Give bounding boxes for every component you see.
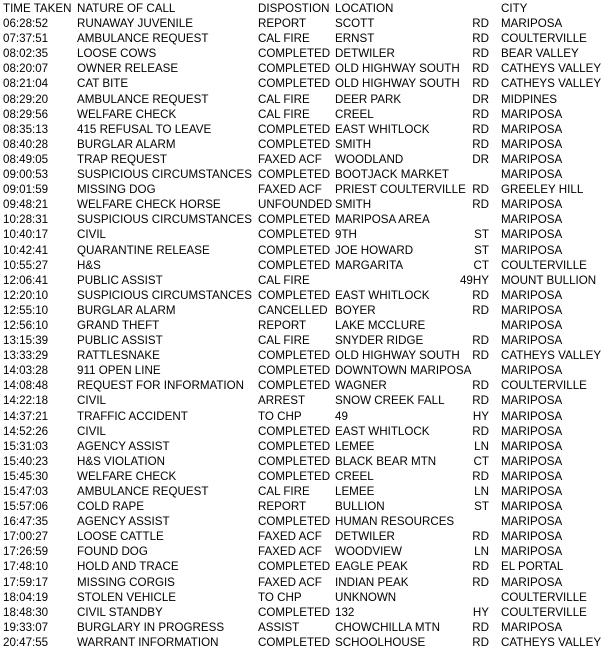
cell-time: 15:57:06 — [3, 500, 49, 514]
cell-nature-of-call: CIVIL — [77, 394, 106, 408]
cell-street-suffix: RD — [472, 198, 489, 212]
cell-city: MARIPOSA — [501, 17, 563, 31]
cell-time: 19:33:07 — [3, 620, 49, 634]
cell-time: 15:31:03 — [3, 439, 49, 453]
cell-street-suffix: ST — [474, 228, 489, 242]
header-location: LOCATION — [335, 2, 394, 15]
cell-city: CATHEYS VALLEY — [501, 77, 602, 91]
cell-city: MARIPOSA — [501, 439, 563, 453]
cell-city: CATHEYS VALLEY — [501, 635, 602, 649]
cell-nature-of-call: BURGLARY IN PROGRESS — [77, 620, 225, 634]
table-row — [0, 575, 614, 590]
cell-time: 08:29:56 — [3, 107, 49, 121]
cell-street-suffix: RD — [472, 47, 489, 61]
cell-disposition: CAL FIRE — [258, 32, 310, 46]
cell-city: MARIPOSA — [501, 334, 563, 348]
table-row — [0, 16, 614, 31]
cell-location: EAST WHITLOCK — [335, 288, 430, 302]
table-row — [0, 31, 614, 46]
cell-nature-of-call: TRAFFIC ACCIDENT — [77, 409, 188, 423]
cell-street-suffix: LN — [474, 545, 489, 559]
cell-location: SNYDER RIDGE — [335, 334, 424, 348]
cell-location: SNOW CREEK FALL — [335, 394, 445, 408]
cell-nature-of-call: AMBULANCE REQUEST — [77, 485, 209, 498]
cell-city: MARIPOSA — [501, 530, 563, 544]
cell-location: CREEL — [335, 469, 374, 483]
cell-street-suffix: HY — [472, 605, 489, 619]
cell-location: LEMEE — [335, 485, 375, 498]
cell-time: 15:45:30 — [3, 469, 49, 483]
cell-nature-of-call: RUNAWAY JUVENILE — [77, 17, 193, 31]
cell-disposition: COMPLETED — [258, 77, 331, 91]
cell-time: 14:08:48 — [3, 379, 49, 393]
cell-time: 14:52:26 — [3, 424, 49, 438]
cell-disposition: CAL FIRE — [258, 334, 310, 348]
cell-nature-of-call: GRAND THEFT — [77, 318, 160, 332]
cell-nature-of-call: BURGLAR ALARM — [77, 137, 176, 151]
table-row — [0, 303, 614, 318]
table-row — [0, 46, 614, 61]
cell-nature-of-call: OWNER RELEASE — [77, 62, 179, 76]
table-row — [0, 409, 614, 424]
table-row — [0, 137, 614, 152]
table-row — [0, 454, 614, 469]
cell-disposition: UNFOUNDED — [258, 198, 333, 212]
cell-city: MARIPOSA — [501, 213, 563, 227]
cell-nature-of-call: LOOSE COWS — [77, 47, 157, 61]
table-row — [0, 122, 614, 137]
cell-disposition: FAXED ACF — [258, 183, 322, 197]
table-row — [0, 61, 614, 76]
header-time-taken: TIME TAKEN — [3, 2, 72, 15]
cell-location: LAKE MCCLURE — [335, 318, 426, 332]
cell-time: 10:42:41 — [3, 243, 49, 257]
cell-time: 16:47:35 — [3, 515, 49, 529]
cell-time: 15:47:03 — [3, 485, 49, 498]
cell-time: 13:33:29 — [3, 349, 49, 363]
cell-location: SCHOOLHOUSE — [335, 635, 426, 649]
cell-location: DETWILER — [335, 47, 395, 61]
cell-disposition: COMPLETED — [258, 137, 331, 151]
cell-disposition: FAXED ACF — [258, 575, 322, 589]
table-row — [0, 469, 614, 484]
cell-city: MARIPOSA — [501, 198, 563, 212]
cell-city: COULTERVILLE — [501, 32, 587, 46]
cell-location: EAST WHITLOCK — [335, 424, 430, 438]
cell-location: UNKNOWN — [335, 590, 397, 604]
cell-location: BOOTJACK MARKET — [335, 168, 450, 182]
cell-nature-of-call: 415 REFUSAL TO LEAVE — [77, 122, 212, 136]
table-row — [0, 378, 614, 393]
table-row — [0, 273, 614, 288]
cell-city: MARIPOSA — [501, 228, 563, 242]
cell-disposition: CAL FIRE — [258, 107, 310, 121]
cell-street-suffix: RD — [472, 17, 489, 31]
table-row — [0, 363, 614, 378]
cell-street-suffix: RD — [472, 530, 489, 544]
table-row — [0, 212, 614, 227]
cell-street-suffix: RD — [472, 303, 489, 317]
header-city: CITY — [501, 2, 528, 15]
table-row — [0, 484, 614, 499]
cell-nature-of-call: H&S VIOLATION — [77, 454, 166, 468]
table-row — [0, 76, 614, 91]
table-row — [0, 544, 614, 559]
cell-time: 07:37:51 — [3, 32, 49, 46]
cell-street-suffix: RD — [472, 469, 489, 483]
cell-location: WOODVIEW — [335, 545, 402, 559]
cell-nature-of-call: BURGLAR ALARM — [77, 303, 176, 317]
cell-time: 08:40:28 — [3, 137, 49, 151]
table-row — [0, 258, 614, 273]
cell-city: MIDPINES — [501, 92, 558, 106]
cell-street-suffix: RD — [472, 560, 489, 574]
table-row — [0, 559, 614, 574]
cell-time: 06:28:52 — [3, 17, 49, 31]
cell-time: 10:40:17 — [3, 228, 49, 242]
cell-disposition: FAXED ACF — [258, 545, 322, 559]
cell-disposition: COMPLETED — [258, 243, 331, 257]
cell-street-suffix: RD — [472, 424, 489, 438]
cell-disposition: ASSIST — [258, 620, 300, 634]
cell-time: 12:56:10 — [3, 318, 49, 332]
cell-nature-of-call: AGENCY ASSIST — [77, 439, 170, 453]
cell-street-suffix: LN — [474, 439, 489, 453]
cell-street-suffix: RD — [472, 394, 489, 408]
table-row — [0, 590, 614, 605]
cell-disposition: COMPLETED — [258, 515, 331, 529]
cell-location: 49 — [335, 409, 348, 423]
cell-disposition: COMPLETED — [258, 47, 331, 61]
table-row — [0, 499, 614, 514]
cell-street-suffix: RD — [472, 635, 489, 649]
cell-city: MARIPOSA — [501, 515, 563, 529]
cell-disposition: COMPLETED — [258, 349, 331, 363]
cell-city: MARIPOSA — [501, 485, 563, 498]
cell-city: COULTERVILLE — [501, 590, 587, 604]
cell-city: MOUNT BULLION — [501, 273, 597, 287]
cell-location: INDIAN PEAK — [335, 575, 409, 589]
cell-street-suffix: RD — [472, 334, 489, 348]
cell-time: 18:04:19 — [3, 590, 49, 604]
cell-street-suffix: HY — [472, 409, 489, 423]
cell-location: WOODLAND — [335, 152, 404, 166]
cell-location: BULLION — [335, 500, 385, 514]
cell-time: 09:01:59 — [3, 183, 49, 197]
cell-street-suffix: RD — [472, 288, 489, 302]
cell-street-suffix: ST — [474, 243, 489, 257]
cell-disposition: TO CHP — [258, 409, 302, 423]
cell-city: GREELEY HILL — [501, 183, 584, 197]
cell-nature-of-call: 911 OPEN LINE — [77, 364, 161, 378]
cell-street-suffix: RD — [472, 183, 489, 197]
cell-time: 08:29:20 — [3, 92, 49, 106]
cell-street-suffix: ST — [474, 500, 489, 514]
cell-disposition: CAL FIRE — [258, 485, 310, 498]
cell-nature-of-call: TRAP REQUEST — [77, 152, 167, 166]
table-row — [0, 348, 614, 363]
cell-city: COULTERVILLE — [501, 379, 587, 393]
cell-time: 08:20:07 — [3, 62, 49, 76]
cell-disposition: COMPLETED — [258, 560, 331, 574]
cell-location: ERNST — [335, 32, 375, 46]
cell-time: 10:28:31 — [3, 213, 49, 227]
cell-location: 132 — [335, 605, 355, 619]
cell-city: MARIPOSA — [501, 152, 563, 166]
call-log-rows — [0, 16, 614, 650]
cell-time: 08:02:35 — [3, 47, 49, 61]
cell-nature-of-call: MISSING CORGIS — [77, 575, 175, 589]
cell-time: 18:48:30 — [3, 605, 49, 619]
cell-time: 12:06:41 — [3, 273, 49, 287]
header-row — [0, 1, 614, 16]
cell-disposition: CANCELLED — [258, 303, 328, 317]
cell-disposition: COMPLETED — [258, 62, 331, 76]
cell-time: 08:21:04 — [3, 77, 49, 91]
cell-time: 14:37:21 — [3, 409, 49, 423]
cell-street-suffix: RD — [472, 620, 489, 634]
cell-disposition: REPORT — [258, 17, 307, 31]
cell-nature-of-call: PUBLIC ASSIST — [77, 334, 163, 348]
cell-time: 17:48:10 — [3, 560, 49, 574]
cell-street-suffix: RD — [472, 77, 489, 91]
table-row — [0, 605, 614, 620]
cell-city: MARIPOSA — [501, 620, 563, 634]
cell-street-suffix: RD — [472, 122, 489, 136]
cell-street-suffix: RD — [472, 379, 489, 393]
cell-location: JOE HOWARD — [335, 243, 414, 257]
cell-disposition: CAL FIRE — [258, 92, 310, 106]
cell-location: DOWNTOWN MARIPOSA — [335, 364, 472, 378]
cell-city: MARIPOSA — [501, 424, 563, 438]
cell-city: MARIPOSA — [501, 288, 563, 302]
cell-disposition: COMPLETED — [258, 439, 331, 453]
cell-city: MARIPOSA — [501, 168, 563, 182]
cell-street-suffix: RD — [472, 62, 489, 76]
cell-city: MARIPOSA — [501, 394, 563, 408]
cell-time: 17:59:17 — [3, 575, 49, 589]
cell-location: BLACK BEAR MTN — [335, 454, 437, 468]
cell-street-suffix: RD — [472, 349, 489, 363]
cell-time: 14:22:18 — [3, 394, 49, 408]
cell-time: 15:40:23 — [3, 454, 49, 468]
cell-nature-of-call: LOOSE CATTLE — [77, 530, 164, 544]
cell-city: MARIPOSA — [501, 243, 563, 257]
cell-location: OLD HIGHWAY SOUTH — [335, 62, 460, 76]
table-row — [0, 424, 614, 439]
cell-time: 20:47:55 — [3, 635, 49, 649]
cell-city: MARIPOSA — [501, 469, 563, 483]
call-log-table — [0, 1, 614, 656]
cell-city: MARIPOSA — [501, 409, 563, 423]
cell-nature-of-call: COLD RAPE — [77, 500, 145, 514]
cell-location: CHOWCHILLA MTN — [335, 620, 440, 634]
cell-time: 14:03:28 — [3, 364, 49, 378]
cell-disposition: COMPLETED — [258, 469, 331, 483]
table-row — [0, 620, 614, 635]
cell-nature-of-call: FOUND DOG — [77, 545, 148, 559]
cell-city: MARIPOSA — [501, 575, 563, 589]
cell-location: DETWILER — [335, 530, 395, 544]
cell-disposition: COMPLETED — [258, 635, 331, 649]
cell-nature-of-call: SUSPICIOUS CIRCUMSTANCES — [77, 288, 252, 302]
cell-location: EAST WHITLOCK — [335, 122, 430, 136]
cell-city: MARIPOSA — [501, 545, 563, 559]
cell-nature-of-call: RATTLESNAKE — [77, 349, 160, 363]
cell-city: COULTERVILLE — [501, 605, 587, 619]
cell-time: 09:00:53 — [3, 168, 49, 182]
cell-city: COULTERVILLE — [501, 258, 587, 272]
cell-disposition: REPORT — [258, 500, 307, 514]
cell-street-suffix: RD — [472, 32, 489, 46]
cell-location: SCOTT — [335, 17, 375, 31]
cell-time: 12:55:10 — [3, 303, 49, 317]
cell-city: BEAR VALLEY — [501, 47, 579, 61]
cell-location: DEER PARK — [335, 92, 402, 106]
table-row — [0, 439, 614, 454]
cell-nature-of-call: STOLEN VEHICLE — [77, 590, 177, 604]
cell-time: 08:35:13 — [3, 122, 49, 136]
cell-location: LEMEE — [335, 439, 375, 453]
cell-city: MARIPOSA — [501, 364, 563, 378]
cell-time: 12:20:10 — [3, 288, 49, 302]
cell-street-suffix: LN — [474, 485, 489, 498]
cell-street-suffix: RD — [472, 137, 489, 151]
cell-nature-of-call: AMBULANCE REQUEST — [77, 32, 209, 46]
cell-nature-of-call: HOLD AND TRACE — [77, 560, 179, 574]
cell-location: HUMAN RESOURCES — [335, 515, 455, 529]
table-row — [0, 635, 614, 650]
cell-nature-of-call: CIVIL — [77, 228, 106, 242]
cell-location: OLD HIGHWAY SOUTH — [335, 349, 460, 363]
table-row — [0, 529, 614, 544]
cell-nature-of-call: MISSING DOG — [77, 183, 156, 197]
cell-nature-of-call: AGENCY ASSIST — [77, 515, 170, 529]
table-row — [0, 152, 614, 167]
cell-disposition: CAL FIRE — [258, 273, 310, 287]
table-row — [0, 92, 614, 107]
cell-nature-of-call: REQUEST FOR INFORMATION — [77, 379, 245, 393]
cell-time: 10:55:27 — [3, 258, 49, 272]
table-row — [0, 318, 614, 333]
cell-nature-of-call: CAT BITE — [77, 77, 129, 91]
table-row — [0, 107, 614, 122]
cell-disposition: COMPLETED — [258, 213, 331, 227]
cell-street-suffix: CT — [473, 454, 489, 468]
cell-time: 09:48:21 — [3, 198, 49, 212]
cell-city: MARIPOSA — [501, 318, 563, 332]
header-disposition: DISPOSTION — [258, 2, 330, 15]
table-row — [0, 167, 614, 182]
cell-city: EL PORTAL — [501, 560, 564, 574]
cell-disposition: FAXED ACF — [258, 530, 322, 544]
table-row — [0, 514, 614, 529]
cell-nature-of-call: SUSPICIOUS CIRCUMSTANCES — [77, 168, 252, 182]
cell-nature-of-call: WELFARE CHECK HORSE — [77, 198, 221, 212]
cell-disposition: TO CHP — [258, 590, 302, 604]
cell-nature-of-call: SUSPICIOUS CIRCUMSTANCES — [77, 213, 252, 227]
cell-city: MARIPOSA — [501, 107, 563, 121]
cell-disposition: COMPLETED — [258, 605, 331, 619]
cell-city: MARIPOSA — [501, 454, 563, 468]
table-row — [0, 182, 614, 197]
cell-location: EAGLE PEAK — [335, 560, 408, 574]
cell-location: OLD HIGHWAY SOUTH — [335, 77, 460, 91]
cell-nature-of-call: H&S — [77, 258, 101, 272]
cell-city: MARIPOSA — [501, 137, 563, 151]
cell-nature-of-call: CIVIL — [77, 424, 106, 438]
cell-street-suffix: DR — [472, 152, 489, 166]
cell-disposition: COMPLETED — [258, 228, 331, 242]
cell-location: WAGNER — [335, 379, 387, 393]
table-row — [0, 227, 614, 242]
cell-disposition: COMPLETED — [258, 168, 331, 182]
cell-disposition: COMPLETED — [258, 379, 331, 393]
cell-city: MARIPOSA — [501, 303, 563, 317]
cell-nature-of-call: WARRANT INFORMATION — [77, 635, 219, 649]
table-row — [0, 288, 614, 303]
cell-nature-of-call: PUBLIC ASSIST — [77, 273, 163, 287]
table-row — [0, 393, 614, 408]
cell-street-suffix: CT — [473, 258, 489, 272]
cell-disposition: COMPLETED — [258, 454, 331, 468]
cell-nature-of-call: CIVIL STANDBY — [77, 605, 163, 619]
cell-city: CATHEYS VALLEY — [501, 62, 602, 76]
cell-time: 08:49:05 — [3, 152, 49, 166]
cell-disposition: COMPLETED — [258, 424, 331, 438]
cell-location: SMITH — [335, 198, 372, 212]
cell-nature-of-call: AMBULANCE REQUEST — [77, 92, 209, 106]
cell-disposition: COMPLETED — [258, 364, 331, 378]
table-row — [0, 197, 614, 212]
cell-nature-of-call: QUARANTINE RELEASE — [77, 243, 210, 257]
table-row — [0, 243, 614, 258]
cell-nature-of-call: WELFARE CHECK — [77, 107, 177, 121]
cell-disposition: COMPLETED — [258, 258, 331, 272]
cell-city: MARIPOSA — [501, 122, 563, 136]
header-nature-of-call: NATURE OF CALL — [77, 2, 176, 15]
cell-location: 9TH — [335, 228, 357, 242]
cell-location: MARGARITA — [335, 258, 404, 272]
cell-street-suffix: 49HY — [459, 273, 489, 287]
cell-time: 17:26:59 — [3, 545, 49, 559]
cell-location: CREEL — [335, 107, 374, 121]
table-row — [0, 333, 614, 348]
cell-location: MARIPOSA AREA — [335, 213, 430, 227]
cell-street-suffix: RD — [472, 107, 489, 121]
cell-time: 13:15:39 — [3, 334, 49, 348]
cell-disposition: COMPLETED — [258, 122, 331, 136]
cell-disposition: REPORT — [258, 318, 307, 332]
cell-city: MARIPOSA — [501, 500, 563, 514]
cell-location: SMITH — [335, 137, 372, 151]
cell-disposition: COMPLETED — [258, 288, 331, 302]
cell-location: BOYER — [335, 303, 376, 317]
cell-street-suffix: RD — [472, 575, 489, 589]
cell-disposition: FAXED ACF — [258, 152, 322, 166]
cell-location: PRIEST COULTERVILLE — [335, 183, 466, 197]
cell-time: 17:00:27 — [3, 530, 49, 544]
cell-disposition: ARREST — [258, 394, 306, 408]
cell-nature-of-call: WELFARE CHECK — [77, 469, 177, 483]
cell-street-suffix: DR — [472, 92, 489, 106]
cell-city: CATHEYS VALLEY — [501, 349, 602, 363]
